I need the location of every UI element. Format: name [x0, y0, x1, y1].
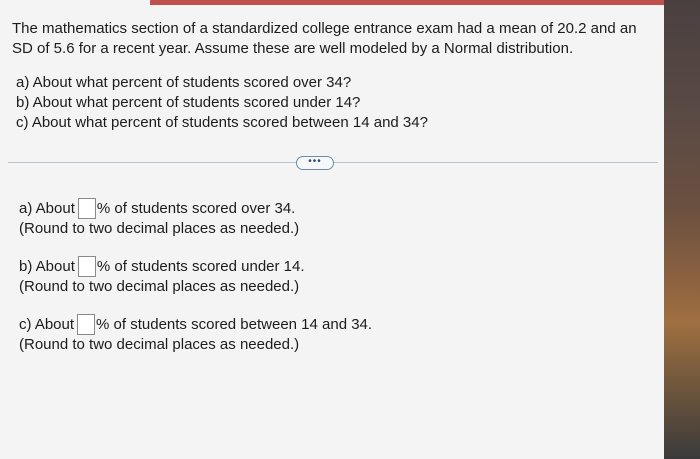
answer-a-note: (Round to two decimal places as needed.) — [19, 220, 300, 237]
answer-c-note: (Round to two decimal places as needed.) — [19, 336, 300, 353]
answer-b — [19, 256, 305, 297]
answer-b-note: (Round to two decimal places as needed.) — [19, 278, 300, 295]
answer-c-suffix: % of students scored between 14 and 34. — [96, 315, 373, 333]
answer-c-input[interactable] — [77, 314, 95, 335]
answer-a-prefix: a) About — [19, 199, 75, 217]
expand-more-button[interactable]: ••• — [296, 156, 334, 170]
question-text: The mathematics section of a standardized college entrance exam had a mean of 20.2 and an SD of 5.6 for a recent year. Assume these are well modeled by a Normal distribution. — [12, 20, 637, 57]
answer-a-input[interactable] — [78, 198, 96, 219]
question-part-c: c) About what percent of students scored between 14 and 34? — [16, 114, 428, 131]
answer-a-suffix: % of students scored over 34. — [96, 199, 296, 217]
question-part-b: b) About what percent of students scored under 14? — [16, 94, 361, 111]
answer-b-prefix: b) About — [19, 257, 75, 275]
question-parts — [16, 73, 428, 133]
answer-c-prefix: c) About — [19, 315, 75, 333]
answer-c — [19, 314, 372, 355]
answer-b-suffix: % of students scored under 14. — [96, 257, 305, 275]
question-part-a: a) About what percent of students scored over 34? — [16, 74, 352, 91]
background-photo-strip — [664, 0, 700, 459]
answer-a — [19, 198, 299, 239]
accent-bar — [150, 0, 664, 5]
answer-b-input[interactable] — [78, 256, 96, 277]
